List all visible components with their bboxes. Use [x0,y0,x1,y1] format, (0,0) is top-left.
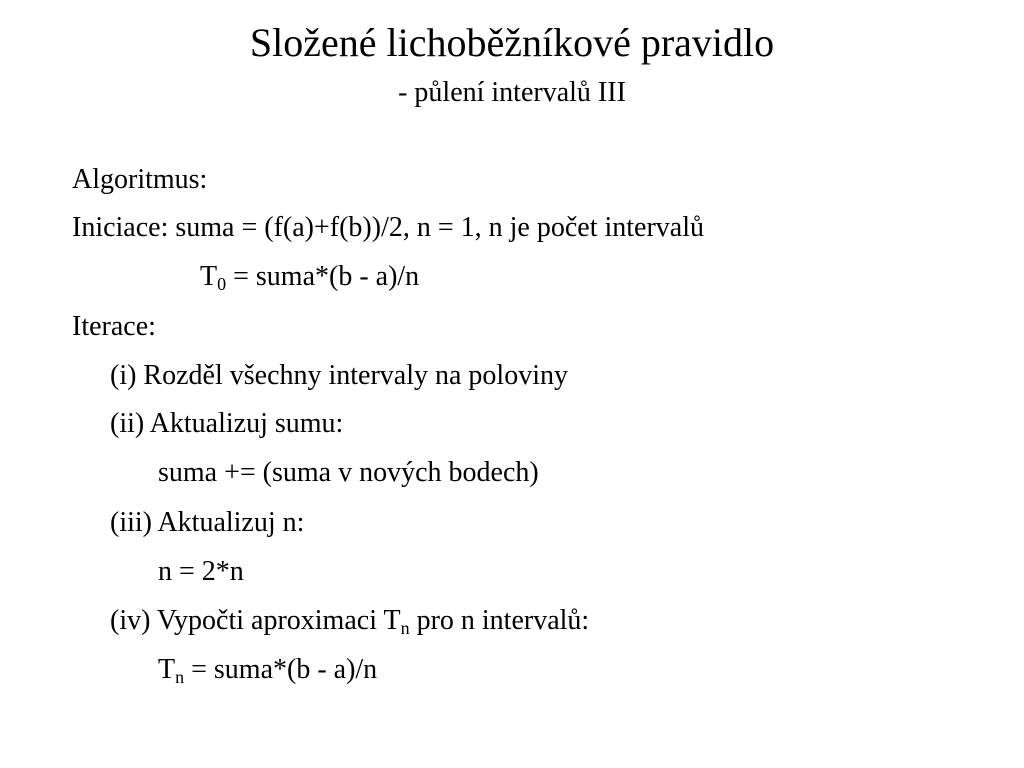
tn-rest: = suma*(b - a)/n [184,654,378,685]
tn-subscript: n [175,667,185,687]
step-4-subscript: n [400,618,410,638]
t0-formula [200,260,419,294]
iteration-heading: Iterace: [72,311,156,342]
tn-symbol: T [158,654,176,685]
step-4-post: pro n intervalů: [409,605,590,636]
tn-formula [158,653,377,687]
step-1: (i) Rozděl všechny intervaly na poloviny [110,360,568,391]
slide-subtitle: - půlení intervalů III [398,77,626,108]
step-3-formula: n = 2*n [158,556,244,587]
step-2-formula: suma += (suma v nových bodech) [158,457,539,488]
step-3: (iii) Aktualizuj n: [110,507,305,538]
init-line: Iniciace: suma = (f(a)+f(b))/2, n = 1, n je počet intervalů [72,212,705,243]
algorithm-heading: Algoritmus: [72,164,208,195]
step-2: (ii) Aktualizuj sumu: [110,408,344,439]
step-4 [110,604,589,638]
t0-symbol: T [200,261,218,292]
slide-title: Složené lichoběžníkové pravidlo [249,20,775,65]
step-4-pre: (iv) Vypočti aproximaci T [110,605,401,636]
t0-rest: = suma*(b - a)/n [226,261,420,292]
t0-subscript: 0 [217,274,227,294]
